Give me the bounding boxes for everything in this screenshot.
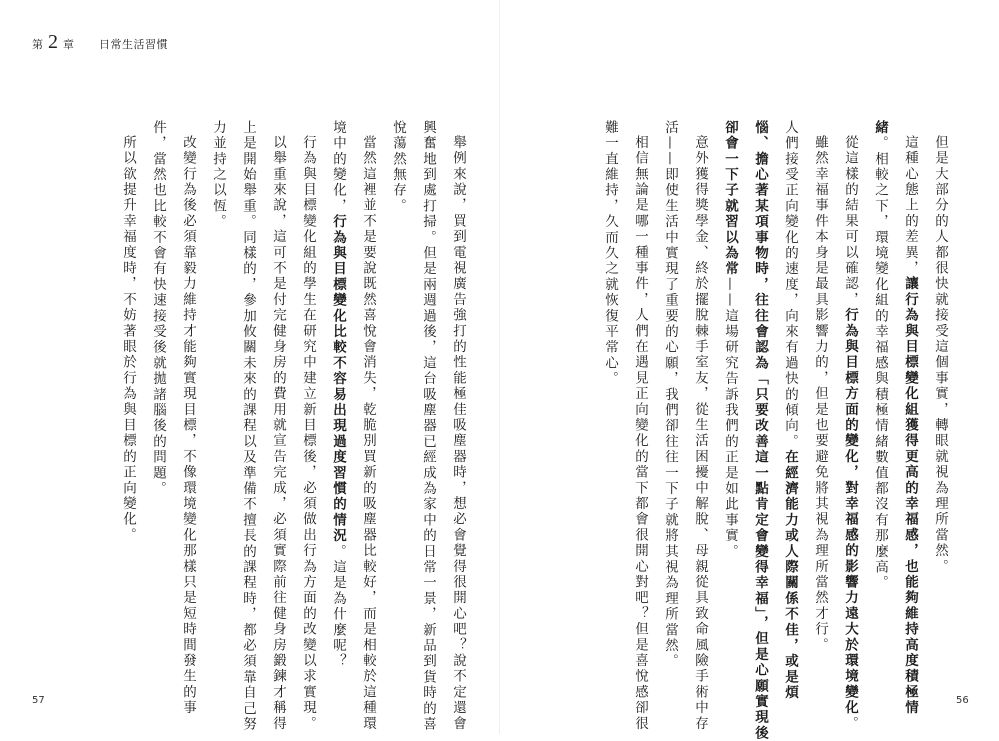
emphasis-text: 卻會一下子就習以為常 — [722, 120, 738, 277]
page-56-body — [595, 120, 955, 741]
emphasis-text: 緒 — [872, 120, 888, 136]
text-line: 雖然幸福事件本身是最具影響力的，但是也要避免將其視為理所當然才行。 — [812, 134, 828, 653]
emphasis-text: 在經濟能力或人際關係不佳，或是煩 — [782, 449, 798, 701]
text-line: 從這樣的結果可以確認，行為與目標方面的變化，對幸福感的影響力遠大於環境變化。 — [842, 134, 858, 732]
text-line: 緒。相較之下，環境變化組的幸福感與積極情緒數值都沒有那麼高。 — [872, 120, 888, 592]
text-line: 意外獲得獎學金、終於擺脫棘手室友，從生活困擾中解脫、母親從具致命風險手術中存 — [692, 134, 708, 732]
text-line: 境中的變化，行為與目標變化比較不容易出現過度習慣的情況。這是為什麼呢？ — [330, 120, 346, 670]
text-line: 這種心態上的差異，讓行為與目標變化組獲得更高的幸福感，也能夠維持高度積極情 — [902, 134, 918, 716]
emphasis-text: 行為與目標方面的變化，對幸福感的影響力遠大於環境變化 — [842, 307, 858, 716]
text-line: 當然這裡並不是要說既然喜悅會消失，乾脆別買新的吸塵器比較好，而是相較於這種環 — [360, 134, 376, 732]
text-line: 以舉重來說，這可不是付完健身房的費用就宣告完成，必須實際前往健身房鍛鍊才稱得 — [270, 134, 286, 732]
text-line: 卻會一下子就習以為常——這場研究告訴我們的正是如此事實。 — [722, 120, 738, 560]
book-gutter — [499, 0, 500, 734]
text-line: 改變行為後必須靠毅力維持才能夠實現目標，不像環境變化那樣只是短時間發生的事 — [180, 134, 196, 716]
text-line: 舉例來說，買到電視廣告強打的性能極佳吸塵器時，想必會覺得很開心吧？說不定還會 — [450, 134, 466, 732]
emphasis-text: 惱、擔心著某項事物時，往往會認為「只要改善這一點肯定會變得幸福」，但是心願實現後 — [752, 120, 768, 741]
chapter-header — [32, 31, 168, 55]
text-line: 但是大部分的人都很快就接受這個事實，轉眼就視為理所當然。 — [932, 134, 948, 575]
text-line: 行為與目標變化組的學生在研究中建立新目標後，必須做出行為方面的改變以求實現。 — [300, 134, 316, 732]
emphasis-text: 讓行為與目標變化組獲得更高的幸福感，也能夠維持高度積極情 — [902, 275, 918, 716]
text-line: 人們接受正向變化的速度，向來有過快的傾向。在經濟能力或人際關係不佳，或是煩 — [782, 120, 798, 701]
page-number-left: 57 — [32, 695, 45, 706]
chapter-number: 2 — [48, 31, 58, 53]
page-57-body — [113, 120, 473, 733]
text-line — [745, 120, 775, 741]
text-line: 興奮地到處打掃。但是兩週過後，這台吸塵器已經成為家中的日常一景，新品到貨時的喜 — [420, 120, 436, 733]
text-line: 力並持之以恆。 — [210, 120, 226, 230]
text-line: 相信無論是哪一種事件，人們在遇見正向變化的當下都會很開心對吧？但是喜悅感卻很 — [632, 134, 648, 732]
text-line: 件，當然也比較不會有快速接受後就拋諸腦後的問題。 — [150, 120, 166, 497]
chapter-suffix: 章 — [63, 38, 74, 51]
text-line: 所以欲提升幸福度時，不妨著眼於行為與目標的正向變化。 — [120, 134, 136, 543]
page-number-right: 56 — [956, 695, 969, 706]
text-line: 悅蕩然無存。 — [390, 120, 406, 215]
text-line: 難一直維持，久而久之就恢復平常心。 — [602, 120, 618, 387]
text-line: 上是開始舉重。同樣的，參加攸關未來的課程以及準備不擅長的課程時，都必須靠自己努 — [240, 120, 256, 733]
text-line: 活——即使生活中實現了重要的心願，我們卻往往一下子就將其視為理所當然。 — [662, 120, 678, 670]
chapter-title: 日常生活習慣 — [99, 38, 168, 51]
emphasis-text: 行為與目標變化比較不容易出現過度習慣的情況 — [330, 214, 346, 544]
chapter-prefix: 第 — [32, 38, 43, 51]
